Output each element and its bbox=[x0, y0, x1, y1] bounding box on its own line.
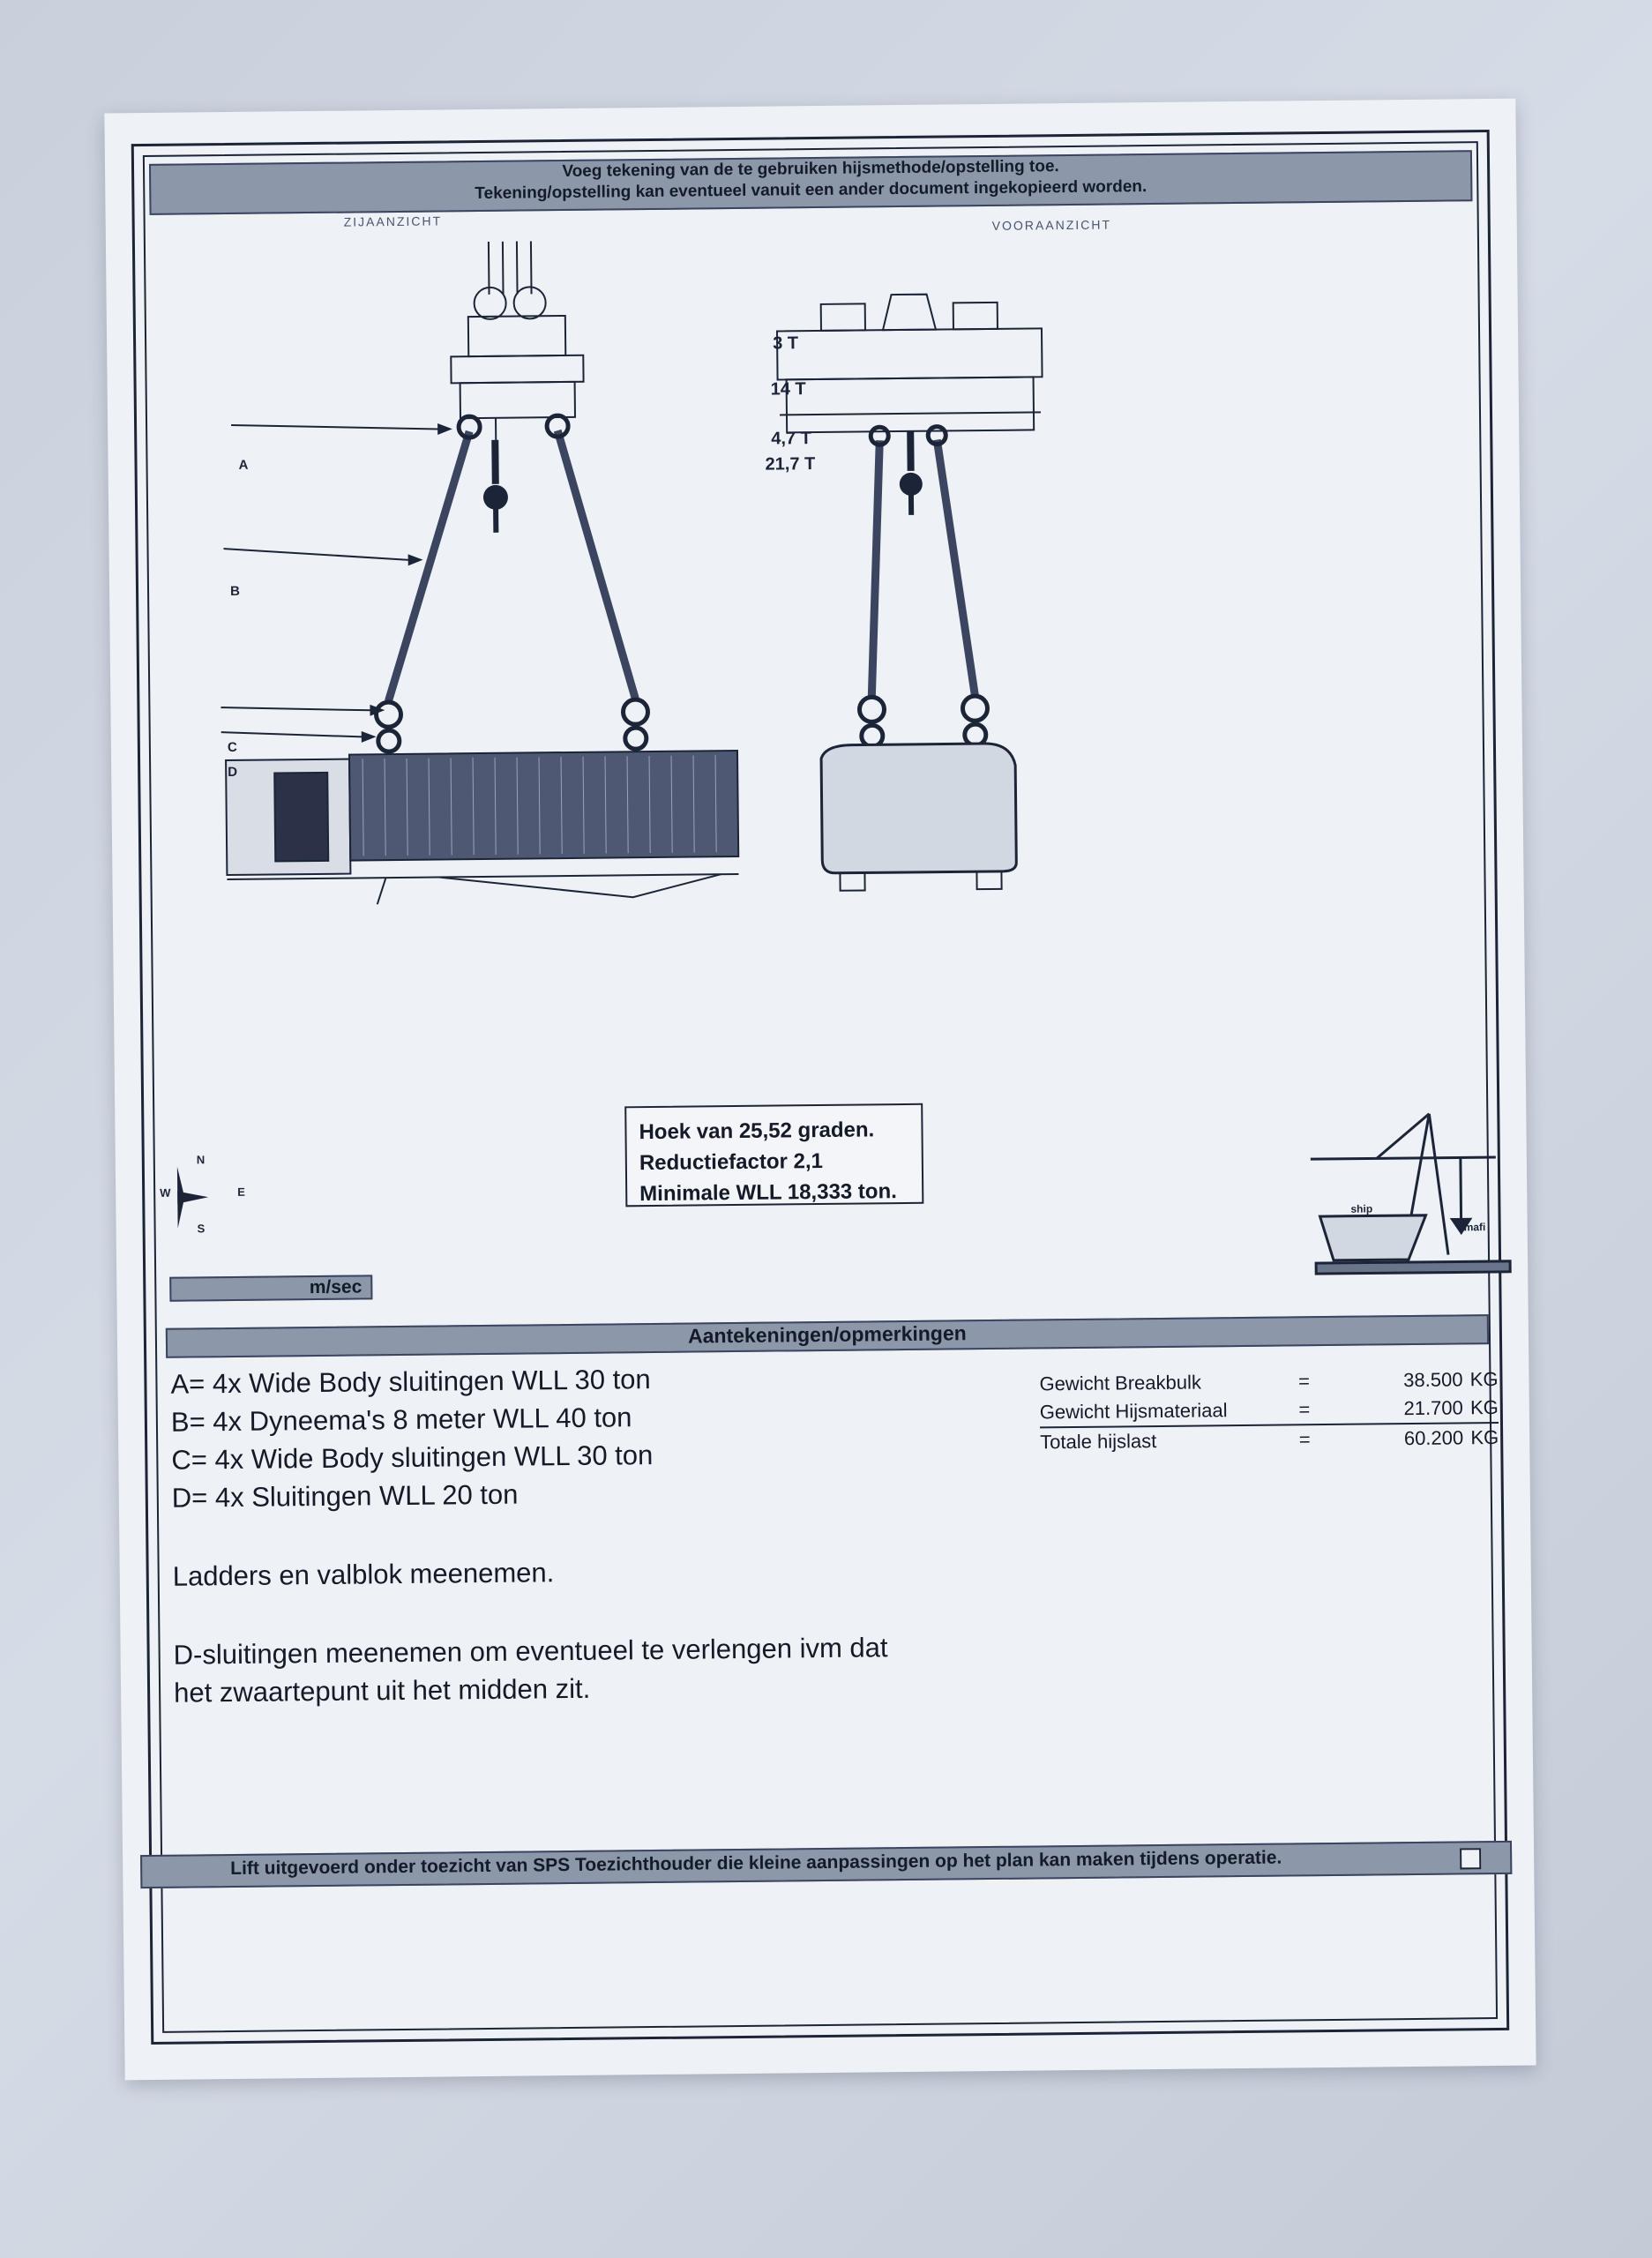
supervision-checkbox[interactable] bbox=[1460, 1848, 1481, 1869]
lifting-drawing bbox=[168, 231, 1538, 1392]
side-vehicle-icon bbox=[226, 751, 739, 906]
instruction-line-1: Voeg tekening van de te gebruiken hijsmethode/opstelling toe. bbox=[562, 157, 1059, 182]
notes-list bbox=[170, 1357, 888, 1711]
front-hook-icon bbox=[899, 431, 923, 515]
side-spreader-icon bbox=[450, 241, 584, 445]
note-shackles-1: D-sluitingen meenemen om eventueel te verlengen ivm dat bbox=[173, 1632, 888, 1671]
notes-header: Aantekeningen/opmerkingen bbox=[166, 1314, 1489, 1358]
document-sheet bbox=[104, 99, 1536, 2081]
note-c: C= 4x Wide Body sluitingen WLL 30 ton bbox=[171, 1439, 654, 1476]
note-d: D= 4x Sluitingen WLL 20 ton bbox=[171, 1478, 519, 1514]
supervision-bar: Lift uitgevoerd onder toezicht van SPS Toezichthouder die kleine aanpassingen op het plan kan maken tijdens operatie. bbox=[140, 1841, 1512, 1888]
side-view-label: ZIJAANZICHT bbox=[343, 213, 443, 229]
reduction-factor-text: Reductiefactor 2,1 bbox=[639, 1148, 824, 1176]
marker-a: A bbox=[238, 457, 249, 473]
angle-info-box bbox=[624, 1103, 923, 1208]
compass-e: E bbox=[237, 1185, 245, 1199]
marker-d: D bbox=[228, 764, 238, 781]
front-vehicle-icon bbox=[821, 744, 1017, 873]
load-label-3: 4,7 T bbox=[771, 429, 811, 449]
angle-text: Hoek van 25,52 graden. bbox=[639, 1118, 875, 1145]
side-sling-left bbox=[385, 431, 472, 701]
note-a: A= 4x Wide Body sluitingen WLL 30 ton bbox=[170, 1364, 651, 1400]
weight-row: Totale hijslast = 60.200 KG bbox=[1040, 1425, 1499, 1454]
front-spreader-icon bbox=[777, 293, 1043, 432]
note-ladders: Ladders en valblok meenemen. bbox=[172, 1557, 555, 1592]
compass-w: W bbox=[160, 1185, 171, 1200]
ship-label: ship bbox=[1350, 1202, 1373, 1215]
front-sling-left bbox=[869, 440, 882, 696]
side-hook-icon bbox=[482, 440, 508, 533]
compass-s: S bbox=[197, 1222, 206, 1236]
weight-row: Gewicht Breakbulk = 38.500 KG bbox=[1039, 1367, 1499, 1395]
compass-n: N bbox=[196, 1153, 206, 1167]
note-b: B= 4x Dyneema's 8 meter WLL 40 ton bbox=[170, 1402, 632, 1438]
front-view-label: VOORAANZICHT bbox=[991, 217, 1112, 233]
weight-row: Gewicht Hijsmateriaal = 21.700 KG bbox=[1040, 1394, 1499, 1428]
marker-b: B bbox=[229, 583, 240, 599]
note-shackles-2: het zwaartepunt uit het midden zit. bbox=[173, 1672, 591, 1708]
crane-ship-icon bbox=[1310, 1113, 1510, 1274]
min-wll-text: Minimale WLL 18,333 ton. bbox=[639, 1179, 897, 1207]
weight-table bbox=[1039, 1365, 1499, 1456]
marker-c: C bbox=[227, 739, 237, 756]
wind-speed-field: m/sec bbox=[169, 1275, 372, 1301]
front-sling-right bbox=[937, 439, 975, 695]
load-label-2: 14 T bbox=[770, 379, 806, 400]
instruction-line-2: Tekening/opstelling kan eventueel vanuit een ander document ingekopieerd worden. bbox=[475, 177, 1147, 204]
load-label-4: 21,7 T bbox=[765, 454, 816, 475]
mafi-label: mafi bbox=[1463, 1221, 1486, 1234]
side-sling-right bbox=[557, 430, 635, 699]
load-label-1: 3 T bbox=[773, 333, 799, 354]
